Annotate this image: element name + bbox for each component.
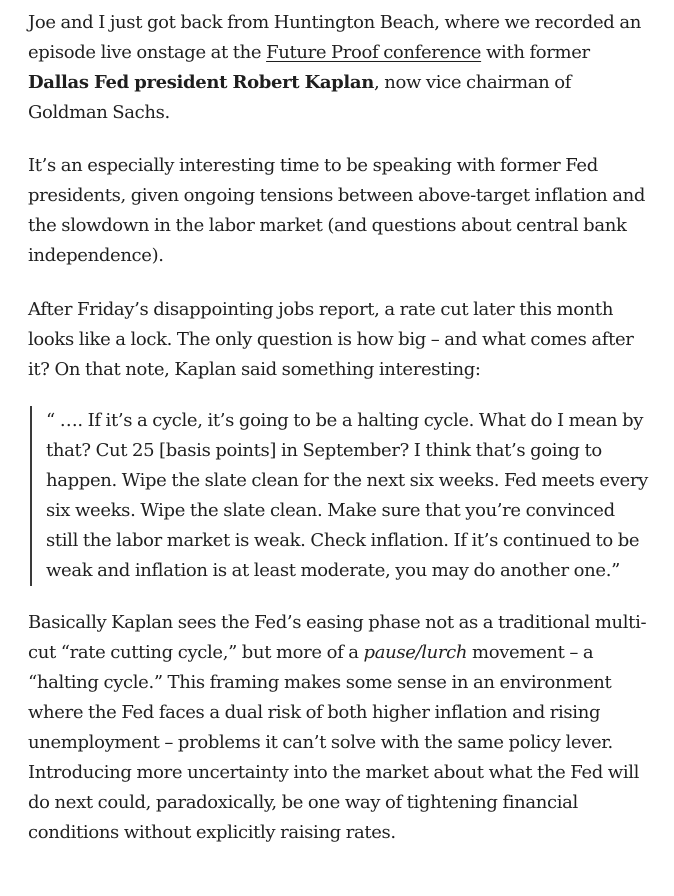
intro-text-end: , now vice chairman of Goldman Sachs. bbox=[28, 72, 572, 123]
intro-paragraph bbox=[28, 8, 648, 128]
context-paragraph: It’s an especially interesting time to be speaking with former Fed presidents, given ongoing tensions between above-target inflation and the slowdown in the labor market (and questions about central bank independence). bbox=[28, 155, 646, 266]
intro-text-start: Joe and I just got back from Huntington Beach, where we recorded an episode live onstage at the bbox=[28, 12, 641, 63]
kaplan-quote bbox=[30, 406, 648, 586]
future-proof-conference-link[interactable]: Future Proof conference bbox=[266, 42, 482, 63]
analysis-text-start: Basically Kaplan sees the Fed’s easing phase not as a traditional multi-cut “rate cutting cycle,” but more of a bbox=[28, 612, 647, 663]
intro-text-middle: with former bbox=[481, 42, 590, 63]
kaplan-name-bold: Dallas Fed president Robert Kaplan bbox=[28, 72, 374, 93]
kaplan-quote-text: “ …. If it’s a cycle, it’s going to be a halting cycle. What do I mean by that? Cut 25 [basis points] in September? I think that’s going to happen. Wipe the slate clean for the next six weeks. Fed meets every six weeks. Wipe the slate clean. Make sure that you’re convinced still the labor market is weak. Check inflation. If it’s continued to be weak and inflation is at least moderate, you may do another one.” bbox=[46, 410, 648, 581]
analysis-text-end: movement – a “halting cycle.” This framing makes some sense in an environment where the Fed faces a dual risk of both higher inflation and rising unemployment – problems it can’t solve with the same policy lever. Introducing more uncertainty into the market about what the Fed will do next could, paradoxically, be one way of tightening financial conditions without explicitly raising rates. bbox=[28, 642, 640, 843]
jobs-report-paragraph: After Friday’s disappointing jobs report, a rate cut later this month looks like a lock. The only question is how big – and what comes after it? On that note, Kaplan said something interesting: bbox=[28, 299, 634, 380]
pause-lurch-emphasis: pause/lurch bbox=[363, 642, 468, 663]
analysis-paragraph bbox=[28, 608, 648, 848]
